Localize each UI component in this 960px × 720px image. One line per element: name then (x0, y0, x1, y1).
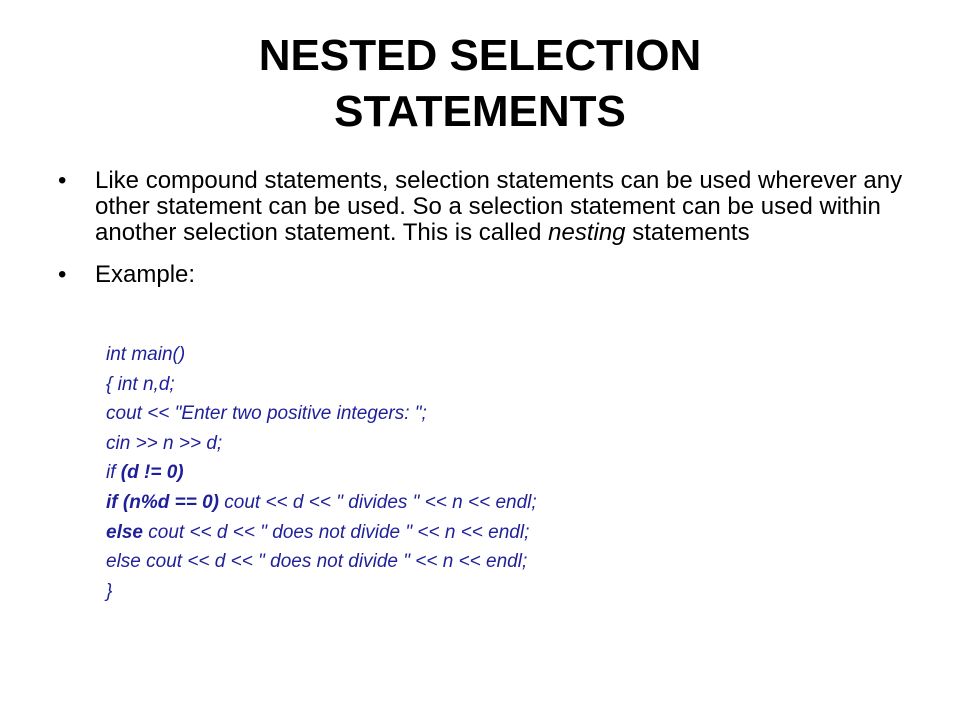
code-token-bold: if (n%d == 0) (106, 491, 219, 513)
code-token: if (106, 462, 121, 484)
code-line (106, 488, 537, 518)
code-token: cout << d << " does not divide " << n << endl; (142, 521, 530, 543)
bullet-item-nesting (58, 168, 938, 246)
bullet-text-after: statements (625, 219, 750, 246)
code-token-bold: (d != 0) (120, 462, 184, 484)
slide-title (0, 28, 960, 140)
code-line: cout << "Enter two positive integers: "; (106, 403, 427, 425)
slide-title-line-1: NESTED SELECTION (258, 31, 702, 80)
code-line: } (106, 580, 113, 602)
code-line (106, 518, 537, 548)
bullet-text-before: Like compound statements, selection statements can be used wherever any other statement can be used. So a selection statement can be used within another selection statement. This is called (95, 167, 903, 246)
code-line: else cout << d << " does not divide " << n << endl; (106, 551, 528, 573)
slide-title-line-2: STATEMENTS (334, 87, 626, 136)
code-token-bold: else (106, 521, 143, 543)
bullet-text: Example: (95, 261, 196, 288)
code-token: cout << d << " divides " << n << endl; (218, 491, 537, 513)
bullet-icon: • (58, 167, 67, 194)
code-line: cin >> n >> d; (106, 432, 223, 454)
code-line: int main() (106, 344, 186, 365)
bullet-icon: • (58, 261, 67, 288)
bullet-item-example (58, 262, 938, 288)
code-line (106, 458, 537, 488)
bullet-list (58, 168, 938, 288)
code-line: { int n,d; (106, 373, 175, 395)
code-block (106, 340, 537, 606)
bullet-emphasis: nesting (548, 219, 626, 246)
